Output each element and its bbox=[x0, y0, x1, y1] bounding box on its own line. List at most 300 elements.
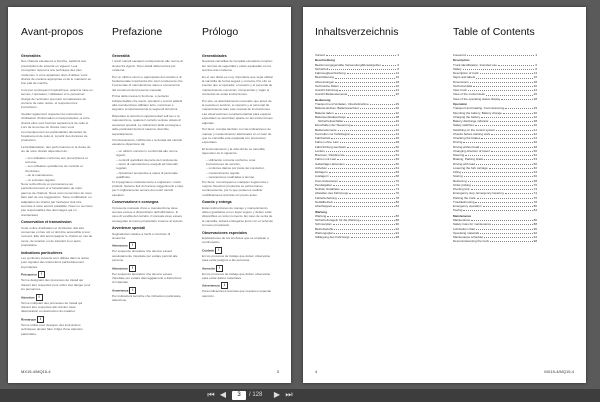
toc-entry-title: Driving bbox=[453, 140, 463, 145]
toc-entry-title: Technische Daten bbox=[315, 83, 339, 88]
toc-entry-title: Bestimmungsgemäße Verwendung/Einsatzgebiet bbox=[315, 62, 381, 67]
notice-label bbox=[112, 242, 184, 249]
section-heading bbox=[112, 200, 184, 204]
toc-dot-leader bbox=[347, 115, 395, 118]
toc-entry-title: View truck bbox=[453, 88, 467, 93]
paragraph bbox=[202, 206, 274, 228]
page-heading-en: Table of Contents bbox=[453, 26, 535, 38]
toc-entry-title: Fahren mit Last bbox=[315, 157, 336, 162]
toc-entry-title: Batterieentladeanzeige bbox=[315, 114, 346, 119]
toc-entry-title: Checks before starting work bbox=[453, 131, 491, 136]
toc-entry-page: 86 bbox=[395, 213, 399, 218]
paragraph bbox=[202, 289, 274, 298]
block-text: Attenzione bbox=[112, 265, 128, 270]
block-text: Ci impegniamo costantemente a migliorare i nostri prodotti. Saremo lieti di ricevere suggerimenti e idee per il miglioramento tecnico dei nostri carrelli elevatori. bbox=[112, 179, 184, 197]
toc-entry-page: 42 bbox=[395, 127, 399, 132]
page-prologue bbox=[8, 7, 291, 383]
toc-dot-leader bbox=[480, 145, 532, 148]
toc-dot-leader bbox=[339, 179, 395, 182]
toc-entry-page: 30 bbox=[395, 106, 399, 111]
paragraph bbox=[112, 294, 184, 303]
toc-entry-title: Charging the battery bbox=[453, 114, 481, 119]
toc-entry-title: Maintenance schedule bbox=[453, 235, 484, 240]
notice-label bbox=[202, 282, 274, 289]
paragraph bbox=[21, 88, 93, 110]
toc-entry-title: Bedienung bbox=[315, 97, 331, 102]
paragraph bbox=[202, 236, 274, 245]
toc-dot-leader bbox=[481, 136, 532, 139]
bullet-item bbox=[202, 158, 274, 167]
toc-dot-leader bbox=[351, 235, 395, 238]
section-heading bbox=[21, 251, 93, 255]
block-text: Explicaciones de los símbolos que se emplean a continuación. bbox=[202, 236, 269, 245]
page-heading-es: Prólogo bbox=[202, 26, 239, 38]
paragraph bbox=[112, 249, 184, 262]
toc-entry-page: 24 bbox=[395, 88, 399, 93]
toc-entry-page: 52 bbox=[533, 153, 537, 158]
toc-entry-title: Einschalten der Steuerung bbox=[315, 123, 351, 128]
toc-entry-title: Safety switches bbox=[453, 123, 474, 128]
toc-dot-leader bbox=[326, 149, 395, 152]
block-text: – son utilisation quotidienne de contrôle et d'entretien, bbox=[25, 164, 83, 173]
toc-entry[interactable] bbox=[453, 53, 537, 57]
block-text: Attention bbox=[21, 294, 35, 299]
toc-entry-page: 48 bbox=[395, 140, 399, 145]
toc-dot-leader bbox=[331, 136, 394, 139]
paragraph bbox=[112, 94, 184, 112]
toc-entry-title: Transport und Verladen, Inbetriebnahme bbox=[315, 102, 369, 107]
block-text: – lavori di manutenzione eseguiti ad intervalli regolari, bbox=[116, 161, 178, 171]
toc-entry-title: Kommissionieren bbox=[315, 178, 339, 183]
section-heading bbox=[21, 220, 93, 224]
block-text: Conservazione e consegna bbox=[112, 200, 159, 205]
toc-entry-title: Einlagern bbox=[315, 170, 328, 175]
toc-entry-page: 26 bbox=[533, 92, 537, 97]
toc-entry-page: 66 bbox=[395, 170, 399, 175]
page-table-of-contents bbox=[303, 7, 586, 383]
toc-entry-page: 28 bbox=[533, 96, 537, 101]
toc-entry-page: 60 bbox=[533, 165, 537, 170]
toc-entry-page: 14 bbox=[395, 71, 399, 76]
toc-dot-leader bbox=[337, 157, 395, 160]
toc-entry[interactable] bbox=[315, 204, 399, 208]
toc-dot-leader bbox=[498, 63, 534, 66]
toc-entry-page: 78 bbox=[533, 199, 537, 204]
toc-entry-page: 88 bbox=[533, 222, 537, 227]
block-text: La familiarisation, des performances et la durée de vie de votre chariot dépendent de : bbox=[21, 144, 91, 154]
toc-entry-title: Battery discharge indicator bbox=[453, 119, 489, 124]
toc-entry-page: 90 bbox=[395, 222, 399, 227]
toc-entry-title: Lubrication chart bbox=[453, 226, 476, 231]
notice-label bbox=[112, 287, 184, 294]
section-heading bbox=[112, 226, 184, 230]
section-heading bbox=[21, 54, 93, 58]
paragraph bbox=[202, 127, 274, 145]
paragraph bbox=[21, 323, 93, 336]
toc-dot-leader bbox=[471, 187, 533, 190]
toc-entry-page: 29 bbox=[395, 102, 399, 107]
toc-entry-title: Beschilderung bbox=[315, 75, 335, 80]
toc-entry-page: 70 bbox=[533, 182, 537, 187]
toc-entry-page: 70 bbox=[395, 178, 399, 183]
toc-entry-page: 53 bbox=[533, 157, 537, 162]
block-text: Cette notice d'utilisation et d'entretien doit être conservée en lieu sûr et doit être accessible à tout moment. Elle doit accompagner le chariot en cas de vente, de location ou de transfert à un autre propriétaire. bbox=[21, 225, 93, 248]
toc-entry-page: 50 bbox=[395, 144, 399, 149]
paragraph bbox=[112, 114, 184, 136]
toc-entry-page: 76 bbox=[395, 191, 399, 196]
block-text: Nos chariots élévateurs à fourche, satisfont aux prescriptions de sécurité en vigueur. Leur conception répond à une technique des plus modernes. Il vous appartient donc d'utiliser votre chariot de manière appropriée et de le maintenir en bon état de marche. bbox=[21, 59, 92, 86]
toc-dot-leader bbox=[338, 196, 395, 199]
toc-dot-leader bbox=[496, 128, 532, 131]
block-text: Remarque bbox=[21, 317, 37, 322]
toc-entry-page: 66 bbox=[533, 174, 537, 179]
toc-entry-page: 32 bbox=[395, 110, 399, 115]
toc-entry-title: Technical data bbox=[453, 83, 473, 88]
toc-entry-page: 74 bbox=[395, 187, 399, 192]
toc-entry-title: Gabelträger absenken bbox=[315, 161, 345, 166]
toc-entry-page: 68 bbox=[395, 174, 399, 179]
toc-dot-leader bbox=[492, 222, 532, 225]
text-column-fr bbox=[21, 51, 93, 338]
toc-entry-title: Fahrtrichtung wechseln bbox=[315, 144, 347, 149]
block-text: Per sequenze lavorative che devono essere assolutamente rispettate per evitare pericoli alle persone. bbox=[112, 249, 178, 263]
toc-entry-title: Operating materials bbox=[453, 230, 480, 235]
block-text: Nous recherchons en permanence au perfectionnement et à l'amélioration de notre gamme de chariots. Nous vous remercions de nous faire part de vos suggestions. Toute modification ou adaptation du chariot par l'acheteur doit être soumise à notre accord préalable. Nous ne sommes pas responsables des dommages qui en résulteraient. bbox=[21, 181, 93, 217]
toc-entry-title: Schmierplan bbox=[315, 222, 332, 227]
toc-entry-page: 53 bbox=[395, 153, 399, 158]
toc-dot-leader bbox=[468, 179, 533, 182]
warning-icon: ! bbox=[129, 265, 136, 272]
block-text: Nuestras carretillas de horquilla elevadora cumplen las normas de seguridad y están equipadas con la técnica más moderna. bbox=[202, 59, 273, 73]
paragraph bbox=[112, 232, 184, 241]
footer-model: MX15-4/MQ15-4 bbox=[544, 369, 574, 374]
toc-dot-leader bbox=[330, 174, 395, 177]
paragraph bbox=[21, 145, 93, 154]
previous-page-icon[interactable]: ◀ bbox=[219, 390, 227, 399]
paragraph bbox=[202, 180, 274, 198]
toc-entry-page: 84 bbox=[533, 208, 537, 213]
toc-entry-title: Checking the brakes bbox=[453, 136, 481, 141]
toc-entry-page: 76 bbox=[533, 195, 537, 200]
warning-icon: ! bbox=[216, 265, 223, 272]
toc-entry-page: 74 bbox=[533, 191, 537, 196]
toc-entry-title: Auslagern bbox=[315, 174, 329, 179]
toc-entry-page: 80 bbox=[395, 199, 399, 204]
toc-entry-title: Changing direction of travel bbox=[453, 148, 490, 153]
toc-entry-title: View of the operating status display bbox=[453, 96, 501, 101]
warning-icon: ! bbox=[215, 247, 222, 254]
paragraph bbox=[21, 59, 93, 85]
toc-entry-page: 56 bbox=[533, 161, 537, 166]
toc-dot-leader bbox=[326, 53, 396, 56]
bullet-item bbox=[112, 162, 184, 171]
block-text: Estas instrucciones de manejo y mantenimiento deben guardarse en un lugar seguro y deben estar disponibles en todo momento. En caso de venta de la carretilla, deberá entregarse junto con el vehículo al nuevo propietario. bbox=[202, 205, 274, 228]
toc-dot-leader bbox=[462, 170, 533, 173]
toc-entry-page: 18 bbox=[533, 79, 537, 84]
block-text: I nostri carrelli elevatori corrispondono alle norme di sicurezza vigenti. Sono dotati della tecnica più moderna. bbox=[112, 59, 183, 73]
toc-entry-page: 92 bbox=[533, 230, 537, 235]
toc-entry-title: Vorwort bbox=[315, 53, 326, 57]
toc-dot-leader bbox=[346, 162, 395, 165]
toc-entry[interactable] bbox=[453, 239, 537, 243]
toc-entry-page: 78 bbox=[395, 195, 399, 200]
page-heading-it: Prefazione bbox=[112, 26, 163, 38]
toc-entry-page: 3 bbox=[397, 53, 399, 57]
block-text: Per indicazioni tecniche che richiedono particolare attenzione. bbox=[112, 293, 181, 303]
block-text: Généralités bbox=[21, 54, 41, 58]
toc-dot-leader bbox=[328, 166, 395, 169]
section-heading bbox=[202, 54, 274, 58]
toc-dot-leader bbox=[484, 157, 532, 160]
toc-entry-title: Transport and loading, Commissioning bbox=[453, 106, 505, 111]
toc-entry[interactable] bbox=[315, 235, 399, 239]
toc-entry-title: Driving with load bbox=[453, 161, 476, 166]
block-text: – un utilizzo corretto in conformità alle norme vigenti, bbox=[116, 148, 178, 158]
toc-entry-page: 42 bbox=[533, 131, 537, 136]
block-text: Guarda y entrega bbox=[202, 200, 232, 205]
toc-list-de bbox=[315, 53, 399, 239]
toc-entry-page: 3 bbox=[535, 53, 537, 57]
toc-dot-leader bbox=[476, 75, 533, 78]
toc-dot-leader bbox=[481, 115, 532, 118]
toc-entry-page: 90 bbox=[533, 226, 537, 231]
toc-entry-page: 41 bbox=[533, 127, 537, 132]
paragraph bbox=[112, 272, 184, 285]
paragraph bbox=[202, 254, 274, 263]
page-count: / 128 bbox=[249, 391, 263, 398]
block-text: – controlli quotidiani da parte del conducente, bbox=[116, 157, 179, 162]
toc-dot-leader bbox=[476, 227, 532, 230]
paragraph bbox=[112, 206, 184, 224]
toc-dot-leader bbox=[471, 218, 532, 221]
toc-dot-leader bbox=[334, 227, 394, 230]
block-text: – controles diarios por parte del conductor, bbox=[206, 166, 265, 171]
toc-entry-title: Switching on the control system bbox=[453, 127, 496, 132]
toc-dot-leader bbox=[370, 102, 395, 105]
block-text: Generalidades bbox=[202, 54, 227, 58]
toc-entry[interactable] bbox=[315, 53, 399, 57]
toc-entry-page: 60 bbox=[395, 161, 399, 166]
toc-dot-leader bbox=[503, 111, 533, 114]
block-text: – reparaciones realizadas a tiempo. bbox=[206, 175, 256, 180]
section-heading bbox=[112, 54, 184, 58]
toc-entry-title: Sicherheit bbox=[315, 66, 329, 71]
toc-dot-leader bbox=[382, 63, 397, 66]
toc-dot-leader bbox=[476, 162, 533, 165]
toc-entry-page: 32 bbox=[533, 114, 537, 119]
toc-list-en bbox=[453, 53, 537, 244]
toc-dot-leader bbox=[463, 208, 532, 211]
toc-entry-page: 46 bbox=[533, 140, 537, 145]
toc-entry[interactable] bbox=[453, 97, 537, 101]
footer-page-number: 4 bbox=[315, 369, 318, 374]
toc-dot-leader bbox=[334, 200, 395, 203]
block-text: Advertencia bbox=[202, 283, 220, 288]
paragraph bbox=[112, 180, 184, 198]
paragraph bbox=[112, 59, 184, 72]
toc-dot-leader bbox=[340, 140, 395, 143]
toc-entry-title: Abmessungen bbox=[315, 79, 335, 84]
block-text: Generalità bbox=[112, 54, 130, 58]
block-text: Cuidado bbox=[202, 248, 215, 253]
toc-entry-title: Nothalt, Notablass bbox=[315, 187, 340, 192]
section-heading bbox=[202, 200, 274, 204]
notice-label bbox=[112, 265, 184, 272]
last-page-icon[interactable]: ⏭ bbox=[285, 390, 293, 399]
toc-dot-leader bbox=[347, 71, 395, 74]
toc-entry-page: 98 bbox=[395, 235, 399, 240]
toc-entry-title: Decommissioning the truck bbox=[453, 239, 490, 244]
toc-entry-page: 44 bbox=[533, 136, 537, 141]
toc-dot-leader bbox=[486, 92, 533, 95]
toc-dot-leader bbox=[338, 128, 395, 131]
toc-entry-page: 8 bbox=[535, 66, 537, 71]
toc-dot-leader bbox=[480, 231, 532, 234]
block-text: Per sequenze lavorative che devono essere rispettate per evitare danneggiamenti o distruzione di materiale. bbox=[112, 271, 182, 285]
toc-dot-leader bbox=[329, 170, 395, 173]
toc-entry-page: 48 bbox=[533, 144, 537, 149]
toc-dot-leader bbox=[472, 183, 533, 186]
block-text: Indications particulières bbox=[21, 250, 63, 255]
toc-dot-leader bbox=[465, 153, 532, 156]
toc-entry-page: 30 bbox=[533, 110, 537, 115]
block-text: – mantenimiento regular, bbox=[206, 170, 241, 175]
toc-entry-page: 6 bbox=[535, 62, 537, 67]
toc-entry-title: Pivoting fork bbox=[453, 187, 470, 192]
toc-entry-page: 98 bbox=[533, 239, 537, 244]
bullet-item bbox=[112, 171, 184, 180]
toc-entry-title: View of the control desk bbox=[453, 92, 485, 97]
block-text: Observaciones especiales bbox=[202, 230, 247, 235]
info-icon: i bbox=[129, 287, 136, 294]
block-text: – utilización correcta conforme a las instrucciones de servicio, bbox=[206, 157, 256, 166]
block-text: Veuillez également respecter les instructions d'utilisation d'information correspondantes, à votre chariot elles sont fournies séparément de celle-ci. Lors de la remise du chariot nous vous communiquerons les particularités découlant de l'équipement de celui-ci, à partir des données de production. bbox=[21, 111, 90, 143]
toc-entry-page: 26 bbox=[395, 92, 399, 97]
toc-entry-page: 38 bbox=[395, 114, 399, 119]
toc-entry-page: 94 bbox=[533, 235, 537, 240]
toc-entry-title: Safety rules for maintenance bbox=[453, 222, 492, 227]
toc-dot-leader bbox=[475, 200, 532, 203]
toc-entry-title: Abstellen des Fahrzeugs bbox=[315, 191, 349, 196]
toc-dot-leader bbox=[467, 53, 535, 56]
toc-entry-page: 16 bbox=[533, 75, 537, 80]
toc-dot-leader bbox=[360, 106, 395, 109]
page-number-input[interactable]: 3 bbox=[232, 391, 246, 400]
toc-entry-title: Towing bbox=[453, 208, 463, 213]
toc-entry-title: Sicherheitsregeln für die Wartung bbox=[315, 218, 360, 223]
toc-dot-leader bbox=[473, 84, 532, 87]
toc-entry-page: 8 bbox=[397, 66, 399, 71]
toc-dot-leader bbox=[334, 231, 394, 234]
toc-entry-title: Driving without load bbox=[453, 144, 480, 149]
toc-entry-page: 46 bbox=[395, 136, 399, 141]
toc-entry-page: 41 bbox=[395, 123, 399, 128]
block-text: Por ello, es absolutamente necesario que antes de la puesta en servicio, el operario y el personal de mantenimiento lean este manual de instrucciones. Las observaciones complementarias para equipos especiales se describen aparte en las instrucciones adjuntas. bbox=[202, 98, 273, 125]
block-text: Terme utilisé pour désigner des instructions techniques devant faire l'objet d'une attention particulière. bbox=[21, 322, 83, 336]
toc-entry-page: 92 bbox=[395, 226, 399, 231]
notice-label bbox=[202, 265, 274, 272]
warning-icon: ! bbox=[36, 294, 43, 301]
toc-entry[interactable] bbox=[453, 208, 537, 212]
toc-entry-title: Foreword bbox=[453, 53, 466, 57]
page-heading-de: Inhaltsverzeichnis bbox=[315, 26, 399, 38]
toc-entry-page: 40 bbox=[395, 119, 399, 124]
toc-entry-title: Fahrzeugbeschreibung bbox=[315, 71, 346, 76]
toc-entry-page: 20 bbox=[533, 83, 537, 88]
block-text: Il presente manuale d'uso e manutenzione deve sempre essere a disposizione dell'utilizzatore. In caso di vendita del carrello, il manuale deve essere consegnato al nuovo proprietario insieme al veicolo. bbox=[112, 205, 184, 223]
toc-entry-title: Truck identification, Intended use bbox=[453, 62, 497, 67]
toc-dot-leader bbox=[468, 88, 533, 91]
toc-entry-page: 52 bbox=[395, 148, 399, 153]
toc-entry-title: Beschreibung bbox=[315, 58, 336, 63]
block-text: Avvertenza bbox=[112, 288, 129, 293]
toc-entry-title: Mounting the battery, Battery change bbox=[453, 110, 502, 115]
toc-entry-title: Safety bbox=[453, 66, 462, 71]
toc-entry-title: Braking, Parking brake bbox=[453, 157, 484, 162]
block-text: – un entretien régulier. bbox=[25, 177, 56, 182]
toc-entry-title: Ansicht Fahrzeug bbox=[315, 88, 339, 93]
paragraph bbox=[112, 75, 184, 93]
next-page-icon[interactable]: ▶ bbox=[273, 390, 281, 399]
toc-entry-title: Betriebsstoffe bbox=[315, 226, 334, 231]
page-heading-fr: Avant-propos bbox=[21, 26, 84, 38]
toc-dot-leader bbox=[483, 204, 533, 207]
toc-dot-leader bbox=[339, 88, 394, 91]
block-text: Para indicaciones técnicas que requieren especial atención. bbox=[202, 289, 271, 298]
toc-entry-title: Stilllegung des Fahrzeugs bbox=[315, 235, 350, 240]
block-text: En el uso diario es muy importante que sepa utilizar la carretilla de forma segura y correcta. Por ello es preciso que el operador, el usuario y el personal de mantenimiento conozcan, comprendan y sigan el contenido de estas instrucciones. bbox=[202, 74, 274, 97]
toc-entry-title: Wartung bbox=[315, 213, 327, 218]
info-icon: i bbox=[221, 282, 228, 289]
toc-entry[interactable] bbox=[315, 92, 399, 96]
toc-dot-leader bbox=[347, 145, 395, 148]
toc-dot-leader bbox=[329, 67, 396, 70]
toc-entry-page: 29 bbox=[533, 106, 537, 111]
first-page-icon[interactable]: ⏮ bbox=[207, 390, 215, 399]
toc-dot-leader bbox=[333, 222, 395, 225]
block-text: Il est par conséquent impératif que, avant la mise en service, l'opérateur, l'utilisateur et le personnel chargé de l'entretien prennent connaissance du contenu de cette notice, et respectent les instructions. bbox=[21, 87, 93, 110]
toc-dot-leader bbox=[501, 97, 533, 100]
toc-entry-page: 56 bbox=[395, 157, 399, 162]
block-text: Il funzionamento, l'efficienza e la durata del carrello elevatore dipendono da: bbox=[112, 137, 183, 147]
toc-entry-title: Emergency stop, Emergency lowering bbox=[453, 191, 504, 196]
toc-dot-leader bbox=[335, 80, 394, 83]
toc-entry-title: Description of truck bbox=[453, 71, 479, 76]
toc-entry-page: 16 bbox=[395, 75, 399, 80]
toc-dot-leader bbox=[491, 132, 532, 135]
section-heading bbox=[202, 231, 274, 235]
paragraph bbox=[112, 138, 184, 147]
block-text: Per un utilizzo sicuro e appropriato del carrello è di fondamentale importanza che sia il conducente che il personale di manutenzione siano a conoscenza del contenuto del presente manuale. bbox=[112, 74, 183, 92]
warning-icon: ! bbox=[38, 271, 45, 278]
block-text: Por favor, cumpla también con las indicaciones de manejo y mantenimiento adicionales en el caso de que su carretilla esté equipada con accesorios especiales. bbox=[202, 127, 272, 145]
toc-entry-page: 38 bbox=[533, 119, 537, 124]
paragraph bbox=[21, 256, 93, 269]
toc-entry-title: Abschleppen bbox=[315, 204, 333, 209]
block-text: Rispettare le istruzioni supplementari sull'uso e la manutenzione, qualora il carrello venisse dotato di accessori speciali. Le indicazioni della consegna e delle particolari funzioni saranno descritte separatamente. bbox=[112, 113, 181, 136]
paragraph bbox=[202, 75, 274, 97]
toc-entry-title: Emergency operation bbox=[453, 204, 482, 209]
paragraph bbox=[21, 182, 93, 217]
toc-entry-title: Storing bbox=[453, 174, 463, 179]
toc-dot-leader bbox=[484, 235, 533, 238]
paragraph bbox=[21, 278, 93, 291]
toc-dot-leader bbox=[463, 67, 535, 70]
toc-dot-leader bbox=[480, 71, 533, 74]
toc-entry-title: Lifting bbox=[453, 170, 462, 175]
toc-entry-page: 73 bbox=[395, 182, 399, 187]
toc-entry-page: 64 bbox=[395, 165, 399, 170]
